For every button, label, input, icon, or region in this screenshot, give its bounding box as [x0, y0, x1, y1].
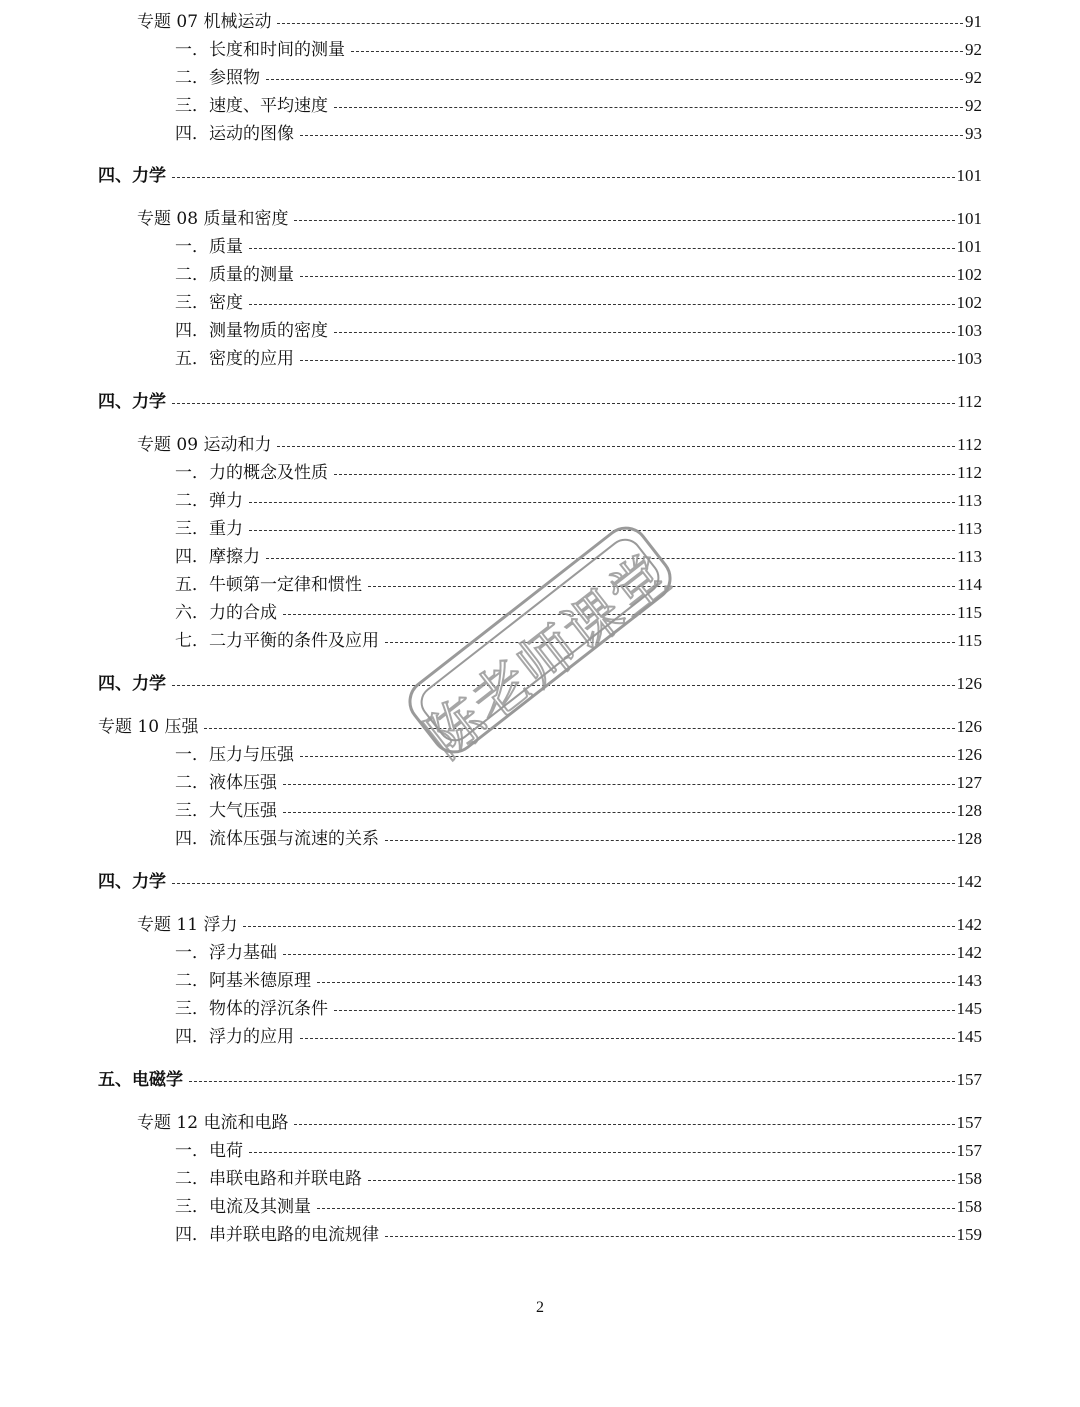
toc-entry-title: 四．浮力的应用 [175, 1027, 294, 1047]
toc-entry-title: 二．阿基米德原理 [175, 971, 311, 991]
toc-item-entry[interactable] [175, 1138, 982, 1164]
toc-item-entry[interactable] [175, 996, 982, 1022]
toc-entry-page: 91 [965, 12, 982, 31]
dotted-leader [249, 248, 955, 249]
toc-entry-page: 159 [956, 1225, 982, 1244]
toc-entry-title: 二．弹力 [175, 491, 243, 511]
toc-entry-page: 128 [956, 801, 982, 820]
toc-entry-title: 五．密度的应用 [175, 349, 294, 369]
toc-entry-title: 五、电磁学 [98, 1070, 183, 1090]
dotted-leader [385, 1236, 955, 1237]
dotted-leader [172, 883, 955, 884]
dotted-leader [249, 502, 955, 503]
dotted-leader [249, 1152, 955, 1153]
toc-entry-title: 四、力学 [98, 872, 166, 892]
toc-entry-title: 四．测量物质的密度 [175, 321, 328, 341]
toc-item-entry[interactable] [175, 1222, 982, 1248]
toc-item-entry[interactable] [175, 460, 982, 486]
toc-entry-title: 二．串联电路和并联电路 [175, 1169, 362, 1189]
dotted-leader [351, 51, 963, 52]
dotted-leader [172, 685, 955, 686]
toc-entry-title: 三．电流及其测量 [175, 1197, 311, 1217]
page-number: 2 [536, 1299, 544, 1316]
toc-entry-page: 145 [956, 1027, 982, 1046]
dotted-leader [283, 784, 955, 785]
toc-section-entry[interactable] [98, 389, 982, 415]
toc-entry-page: 143 [956, 971, 982, 990]
dotted-leader [277, 23, 963, 24]
toc-entry-page: 113 [957, 547, 982, 566]
toc-item-entry[interactable] [175, 1194, 982, 1220]
toc-topic-entry[interactable] [137, 9, 982, 35]
toc-entry-page: 157 [956, 1113, 982, 1132]
toc-entry-title: 四．摩擦力 [175, 547, 260, 567]
toc-entry-page: 115 [957, 631, 982, 650]
dotted-leader [204, 728, 954, 729]
dotted-leader [368, 1180, 955, 1181]
dotted-leader [294, 220, 954, 221]
toc-entry-page: 126 [956, 674, 982, 693]
toc-item-entry[interactable] [175, 234, 982, 260]
toc-item-entry[interactable] [175, 600, 982, 626]
toc-item-entry[interactable] [175, 290, 982, 316]
toc-topic-entry[interactable] [98, 714, 982, 740]
toc-entry-page: 115 [957, 603, 982, 622]
toc-entry-title: 四、力学 [98, 166, 166, 186]
toc-entry-page: 142 [956, 872, 982, 891]
toc-item-entry[interactable] [175, 37, 982, 63]
toc-topic-entry[interactable] [137, 206, 982, 232]
toc-entry-page: 142 [956, 915, 982, 934]
toc-entry-page: 128 [956, 829, 982, 848]
watermark-text: 陈老师课堂 [414, 541, 684, 772]
dotted-leader [172, 403, 955, 404]
toc-entry-page: 158 [956, 1197, 982, 1216]
toc-item-entry[interactable] [175, 516, 982, 542]
dotted-leader [317, 982, 955, 983]
toc-section-entry[interactable] [98, 1067, 982, 1093]
dotted-leader [385, 642, 955, 643]
toc-item-entry[interactable] [175, 742, 982, 768]
toc-entry-title: 专题 08 质量和密度 [137, 209, 289, 229]
toc-entry-title: 三．大气压强 [175, 801, 277, 821]
toc-item-entry[interactable] [175, 826, 982, 852]
toc-entry-page: 113 [957, 491, 982, 510]
toc-item-entry[interactable] [175, 940, 982, 966]
dotted-leader [249, 530, 955, 531]
toc-entry-title: 四、力学 [98, 674, 166, 694]
toc-entry-page: 126 [956, 717, 982, 736]
toc-entry-page: 92 [965, 68, 982, 87]
toc-entry-title: 三．物体的浮沉条件 [175, 999, 328, 1019]
toc-item-entry[interactable] [175, 968, 982, 994]
toc-entry-title: 一．电荷 [175, 1141, 243, 1161]
toc-entry-page: 112 [957, 392, 982, 411]
toc-entry-page: 101 [956, 237, 982, 256]
toc-item-entry[interactable] [175, 346, 982, 372]
dotted-leader [334, 1010, 955, 1011]
toc-item-entry[interactable] [175, 798, 982, 824]
toc-entry-title: 六．力的合成 [175, 603, 277, 623]
toc-entry-title: 四．流体压强与流速的关系 [175, 829, 379, 849]
toc-entry-title: 专题 11 浮力 [137, 915, 238, 935]
toc-entry-page: 113 [957, 519, 982, 538]
toc-entry-page: 92 [965, 40, 982, 59]
toc-topic-entry[interactable] [137, 912, 982, 938]
dotted-leader [283, 954, 955, 955]
toc-topic-entry[interactable] [137, 432, 982, 458]
toc-entry-page: 92 [965, 96, 982, 115]
dotted-leader [172, 177, 955, 178]
toc-topic-entry[interactable] [137, 1110, 982, 1136]
dotted-leader [300, 135, 963, 136]
dotted-leader [385, 840, 955, 841]
toc-entry-title: 一．压力与压强 [175, 745, 294, 765]
toc-entry-title: 专题 07 机械运动 [137, 12, 272, 32]
toc-entry-page: 103 [956, 349, 982, 368]
toc-entry-title: 二．参照物 [175, 68, 260, 88]
toc-entry-title: 一．长度和时间的测量 [175, 40, 345, 60]
dotted-leader [300, 756, 955, 757]
toc-item-entry[interactable] [175, 628, 982, 654]
toc-entry-page: 112 [957, 463, 982, 482]
toc-entry-title: 专题 10 压强 [98, 717, 199, 737]
dotted-leader [189, 1081, 955, 1082]
toc-item-entry[interactable] [175, 544, 982, 570]
toc-entry-title: 七．二力平衡的条件及应用 [175, 631, 379, 651]
toc-entry-page: 114 [957, 575, 982, 594]
dotted-leader [283, 614, 955, 615]
toc-entry-title: 二．质量的测量 [175, 265, 294, 285]
toc-entry-title: 三．密度 [175, 293, 243, 313]
toc-item-entry[interactable] [175, 65, 982, 91]
toc-entry-page: 142 [956, 943, 982, 962]
toc-entry-page: 126 [956, 745, 982, 764]
toc-entry-page: 93 [965, 124, 982, 143]
toc-entry-title: 一．力的概念及性质 [175, 463, 328, 483]
toc-entry-title: 专题 12 电流和电路 [137, 1113, 289, 1133]
toc-item-entry[interactable] [175, 93, 982, 119]
dotted-leader [368, 586, 955, 587]
toc-entry-page: 158 [956, 1169, 982, 1188]
toc-item-entry[interactable] [175, 121, 982, 147]
toc-item-entry[interactable] [175, 572, 982, 598]
dotted-leader [266, 558, 955, 559]
dotted-leader [317, 1208, 955, 1209]
toc-entry-title: 二．液体压强 [175, 773, 277, 793]
toc-entry-page: 101 [956, 209, 982, 228]
dotted-leader [249, 304, 955, 305]
toc-entry-title: 四、力学 [98, 392, 166, 412]
dotted-leader [283, 812, 955, 813]
dotted-leader [334, 474, 955, 475]
dotted-leader [300, 276, 955, 277]
toc-entry-page: 102 [956, 293, 982, 312]
toc-item-entry[interactable] [175, 262, 982, 288]
toc-entry-page: 145 [956, 999, 982, 1018]
toc-entry-title: 一．浮力基础 [175, 943, 277, 963]
toc-entry-page: 101 [956, 166, 982, 185]
toc-entry-title: 五．牛顿第一定律和惯性 [175, 575, 362, 595]
dotted-leader [334, 332, 955, 333]
dotted-leader [300, 360, 955, 361]
dotted-leader [277, 446, 955, 447]
toc-entry-title: 专题 09 运动和力 [137, 435, 272, 455]
toc-section-entry[interactable] [98, 869, 982, 895]
dotted-leader [294, 1124, 954, 1125]
toc-item-entry[interactable] [175, 318, 982, 344]
toc-item-entry[interactable] [175, 770, 982, 796]
toc-item-entry[interactable] [175, 488, 982, 514]
dotted-leader [334, 107, 963, 108]
toc-entry-title: 一．质量 [175, 237, 243, 257]
toc-entry-page: 112 [957, 435, 982, 454]
toc-entry-page: 157 [956, 1141, 982, 1160]
toc-entry-title: 三．速度、平均速度 [175, 96, 328, 116]
toc-entry-title: 四．串并联电路的电流规律 [175, 1225, 379, 1245]
toc-entry-page: 103 [956, 321, 982, 340]
toc-entry-page: 102 [956, 265, 982, 284]
toc-entry-page: 127 [956, 773, 982, 792]
dotted-leader [266, 79, 963, 80]
toc-section-entry[interactable] [98, 671, 982, 697]
toc-entry-title: 三．重力 [175, 519, 243, 539]
toc-section-entry[interactable] [98, 163, 982, 189]
dotted-leader [243, 926, 954, 927]
dotted-leader [300, 1038, 955, 1039]
toc-item-entry[interactable] [175, 1166, 982, 1192]
toc-item-entry[interactable] [175, 1024, 982, 1050]
toc-entry-page: 157 [956, 1070, 982, 1089]
toc-entry-title: 四．运动的图像 [175, 124, 294, 144]
